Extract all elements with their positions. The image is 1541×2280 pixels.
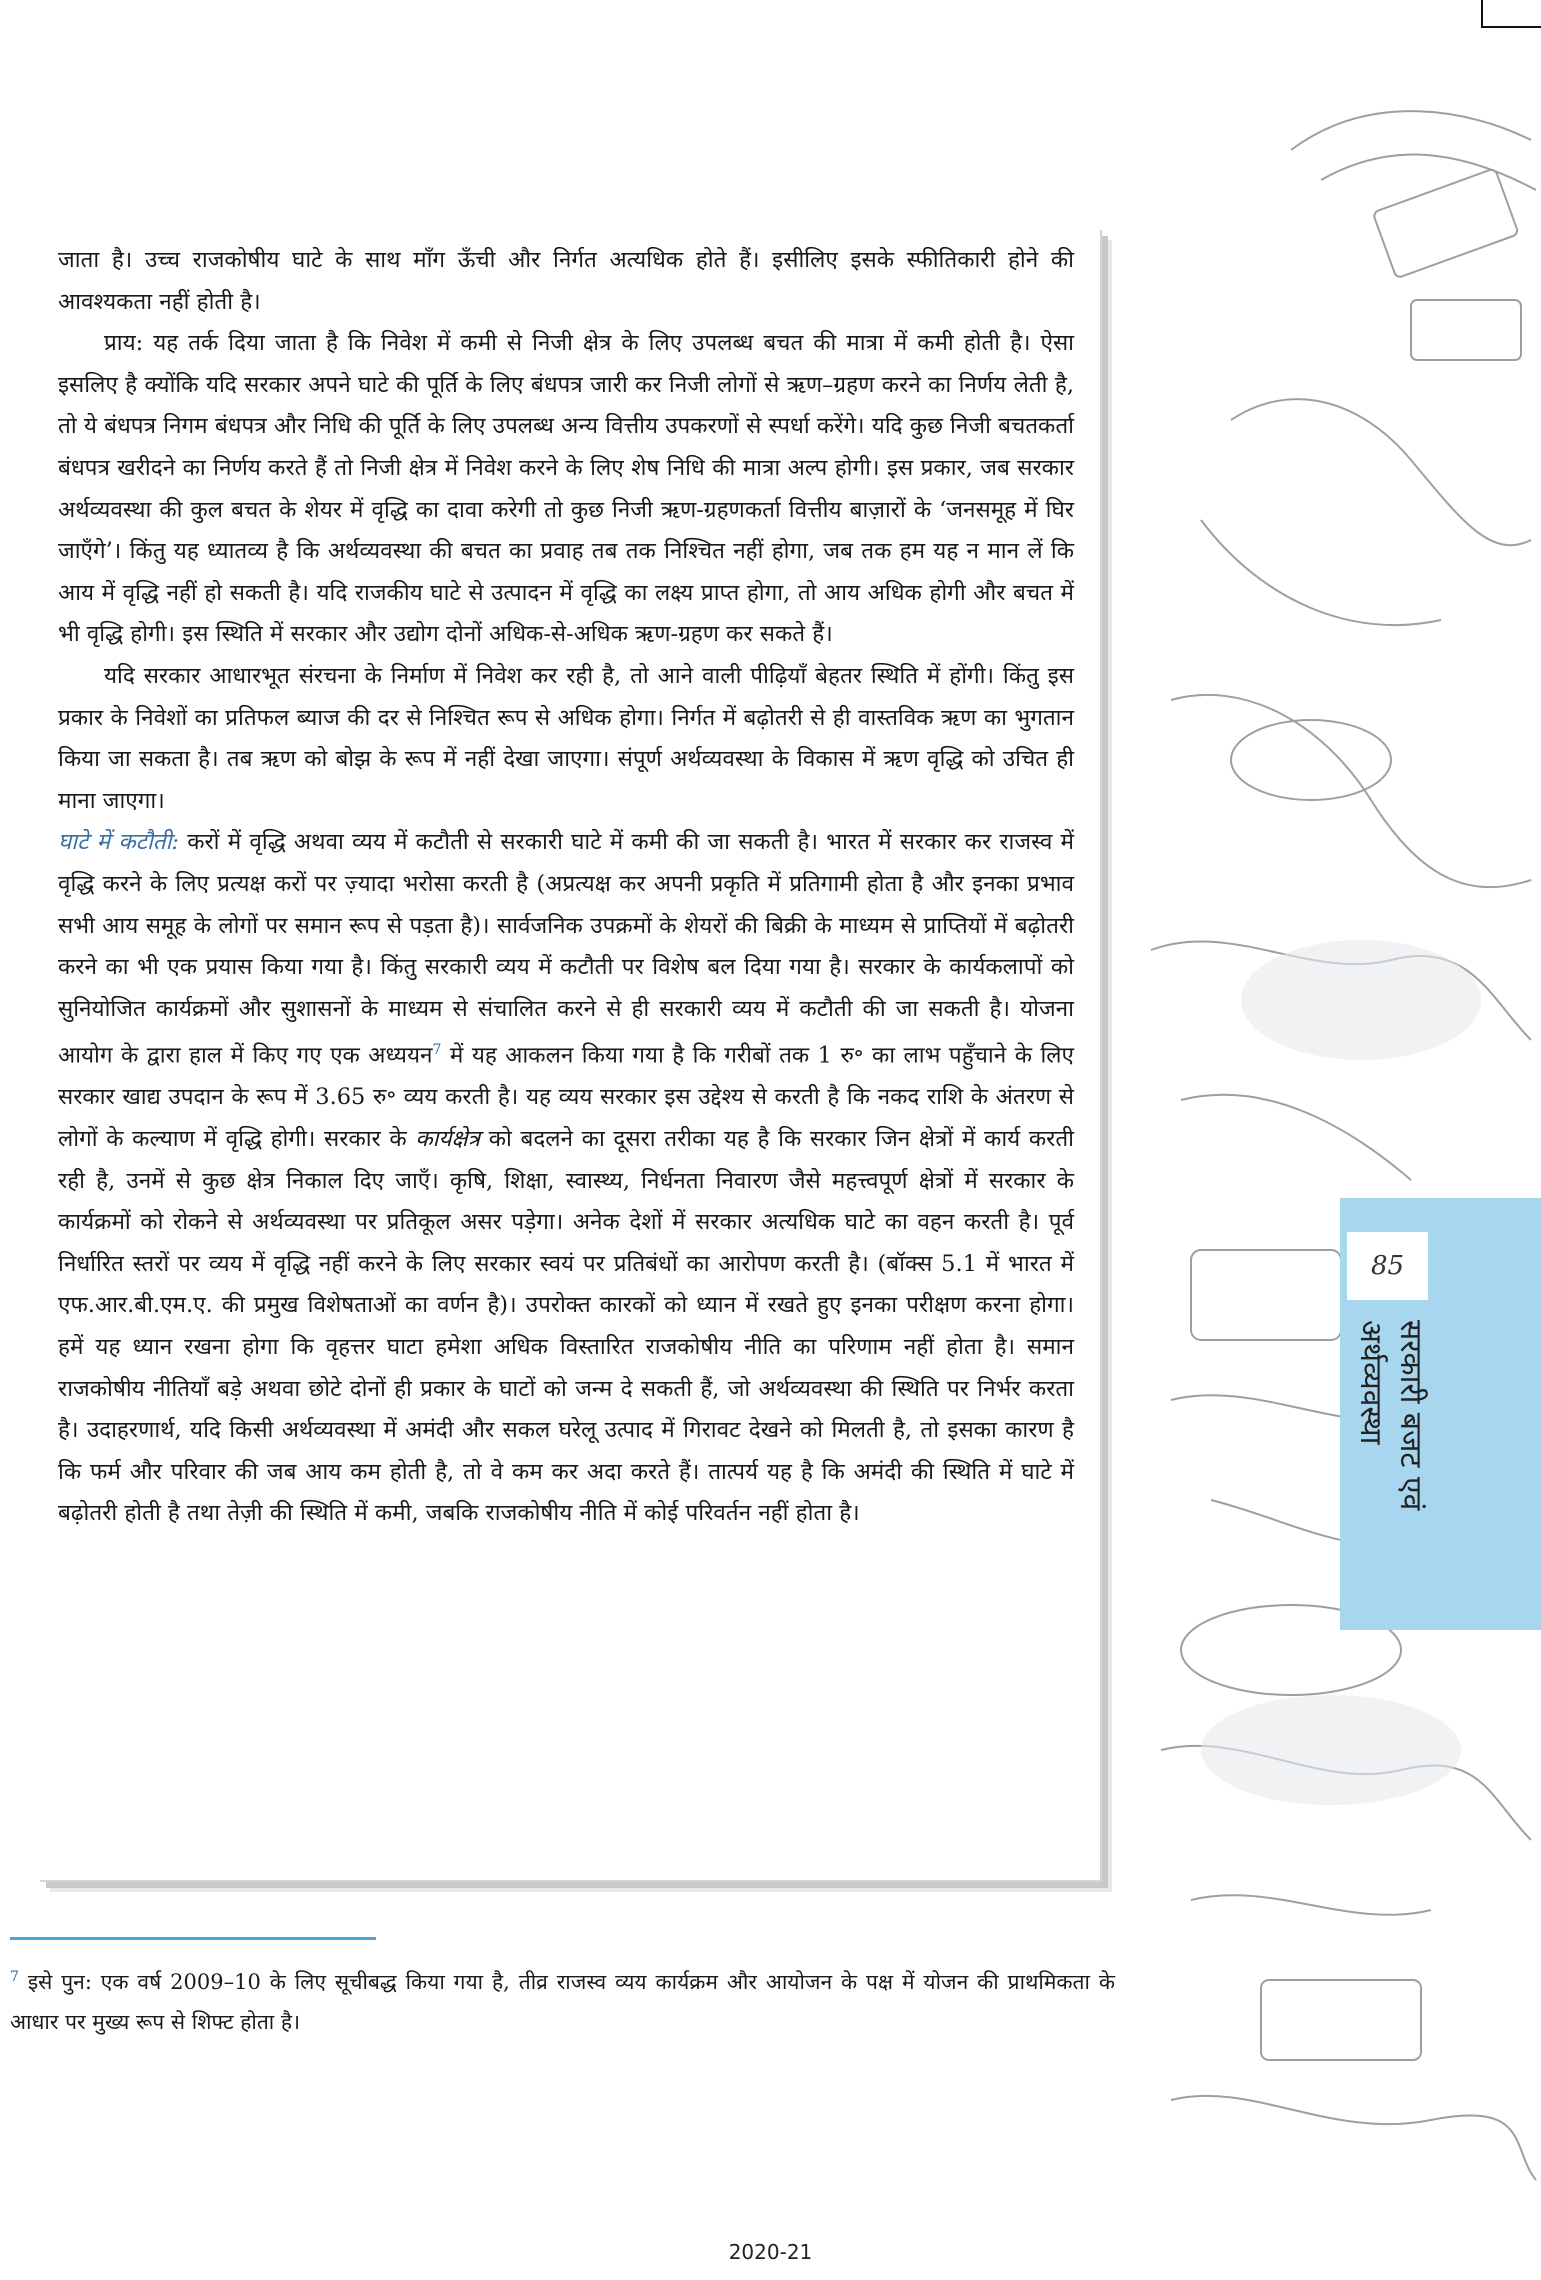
paragraph-4	[58, 822, 1074, 1535]
footnote-text: इसे पुन: एक वर्ष 2009–10 के लिए सूचीबद्ध किया गया है, तीव्र राजस्व व्यय कार्यक्रम और आयोजन के पक्ष में योजन की प्राथमिकता के आधार पर मुख्य रूप से शिफ्ट होता है।	[10, 1970, 1115, 2034]
paragraph-4-part-c: को बदलने का दूसरा तरीका यह है कि सरकार जिन क्षेत्रों में कार्य करती रही है, उनमें से कुछ क्षेत्र निकाल दिए जाएँ। कृषि, शिक्षा, स्वास्थ्य, निर्धनता निवारण जैसे महत्त्वपूर्ण क्षेत्रों में सरकार के कार्यक्रमों को रोकने से अर्थव्यवस्था पर प्रतिकूल असर पड़ेगा। अनेक देशों में सरकार अत्यधिक घाटे का वहन करती है। पूर्व निर्धारित स्तरों पर व्यय में वृद्धि नहीं करने के लिए सरकार स्वयं पर प्रतिबंधों का आरोपण करती है। (बॉक्स 5.1 में भारत में एफ.आर.बी.एम.ए. की प्रमुख विशेषताओं का वर्णन है)। उपरोक्त कारकों को ध्यान में रखते हुए इनका परीक्षण करना होगा। हमें यह ध्यान रखना होगा कि वृहत्तर घाटा हमेशा अधिक विस्तारित राजकोषीय नीति का परिणाम नहीं होता है। समान राजकोषीय नीतियाँ बड़े अथवा छोटे दोनों ही प्रकार के घाटों को जन्म दे सकती हैं, जो अर्थव्यवस्था की स्थिति पर निर्भर करता है। उदाहरणार्थ, यदि किसी अर्थव्यवस्था में अमंदी और सकल घरेलू उत्पाद में गिरावट देखने को मिलती है, तो इसका कारण है कि फर्म और परिवार की जब आय कम होती है, तो वे कम कर अदा करते हैं। तात्पर्य यह है कि अमंदी की स्थिति में घाटे में बढ़ोतरी होती है तथा तेज़ी की स्थिति में कमी, जबकि राजकोषीय नीति में कोई परिवर्तन नहीं होता है।	[58, 1125, 1074, 1527]
paragraph-2: प्राय: यह तर्क दिया जाता है कि निवेश में कमी से निजी क्षेत्र के लिए उपलब्ध बचत की मात्रा में कमी होती है। ऐसा इसलिए है क्योंकि यदि सरकार अपने घाटे की पूर्ति के लिए बंधपत्र जारी कर निजी लोगों से ऋण–ग्रहण करने का निर्णय लेती है, तो ये बंधपत्र निगम बंधपत्र और निधि की पूर्ति के लिए उपलब्ध अन्य वित्तीय उपकरणों से स्पर्धा करेंगे। यदि कुछ निजी बचतकर्ता बंधपत्र खरीदने का निर्णय करते हैं तो निजी क्षेत्र में निवेश करने के लिए शेष निधि की मात्रा अल्प होगी। इस प्रकार, जब सरकार अर्थव्यवस्था की कुल बचत के शेयर में वृद्धि का दावा करेगी तो कुछ निजी ऋण-ग्रहणकर्ता वित्तीय बाज़ारों के ‘जनसमूह में घिर जाएँगे’। किंतु यह ध्यातव्य है कि अर्थव्यवस्था की बचत का प्रवाह तब तक निश्चित नहीं होगा, जब तक हम यह न मान लें कि आय में वृद्धि नहीं हो सकती है। यदि राजकीय घाटे से उत्पादन में वृद्धि का लक्ष्य प्राप्त होगा, तो आय अधिक होगी और बचत में भी वृद्धि होगी। इस स्थिति में सरकार और उद्योग दोनों अधिक-से-अधिक ऋण-ग्रहण कर सकते हैं।	[58, 330, 1074, 648]
page-number: 85	[1347, 1232, 1428, 1300]
footnote-rule	[10, 1937, 376, 1940]
emphasis-term: कार्यक्षेत्र	[415, 1125, 481, 1152]
footnote	[10, 1957, 1115, 2042]
paragraph-1: जाता है। उच्च राजकोषीय घाटे के साथ माँग ऊँची और निर्गत अत्यधिक होते हैं। इसीलिए इसके स्फीतिकारी होने की आवश्यकता नहीं होती है।	[58, 247, 1074, 315]
footnote-ref[interactable]: 7	[432, 1042, 442, 1059]
chapter-title: सरकारी बजट एवं अर्थव्यवस्था	[1353, 1320, 1428, 1511]
footer-year: 2020-21	[728, 2240, 813, 2264]
paragraph-3: यदि सरकार आधारभूत संरचना के निर्माण में निवेश कर रही है, तो आने वाली पीढ़ियाँ बेहतर स्थिति में होंगी। किंतु इस प्रकार के निवेशों का प्रतिफल ब्याज की दर से निश्चित रूप से अधिक होगा। निर्गत में बढ़ोतरी से ही वास्तविक ऋण का भुगतान किया जा सकता है। तब ऋण को बोझ के रूप में नहीं देखा जाएगा। संपूर्ण अर्थव्यवस्था के विकास में ऋण वृद्धि को उचित ही माना जाएगा।	[58, 662, 1074, 814]
sketch-illustration-icon	[1111, 0, 1541, 2280]
paragraph-4-part-b: में यह आकलन किया गया है कि गरीबों तक 1 रु॰ का लाभ पहुँचाने के लिए सरकार खाद्य उपदान के रूप में 3.65 रु॰ व्यय करती है। यह व्यय सरकार इस उद्देश्य से करती है कि नकद राशि के अंतरण से लोगों के कल्याण में वृद्धि होगी। सरकार के	[58, 1042, 1075, 1152]
footnote-marker: 7	[10, 1969, 19, 1985]
body-text	[58, 240, 1074, 1535]
paragraph-4-part-a: करों में वृद्धि अथवा व्यय में कटौती से सरकारी घाटे में कमी की जा सकती है। भारत में सरकार कर राजस्व में वृद्धि करने के लिए प्रत्यक्ष करों पर ज़्यादा भरोसा करती है (अप्रत्यक्ष कर अपनी प्रकृति में प्रतिगामी होता है और इनका प्रभाव सभी आय समूह के लोगों पर समान रूप से पड़ता है)। सार्वजनिक उपक्रमों के शेयरों की बिक्री के माध्यम से प्राप्तियों में बढ़ोतरी करने का भी एक प्रयास किया गया है। किंतु सरकारी व्यय में कटौती पर विशेष बल दिया गया है। सरकार के कार्यकलापों को सुनियोजित कार्यक्रमों और सुशासनों के माध्यम से संचालित करने से ही सरकारी व्यय में कटौती की जा सकती है। योजना आयोग के द्वारा हाल में किए गए एक अध्ययन	[58, 829, 1074, 1069]
term-deficit-reduction: घाटे में कटौती:	[58, 829, 179, 856]
